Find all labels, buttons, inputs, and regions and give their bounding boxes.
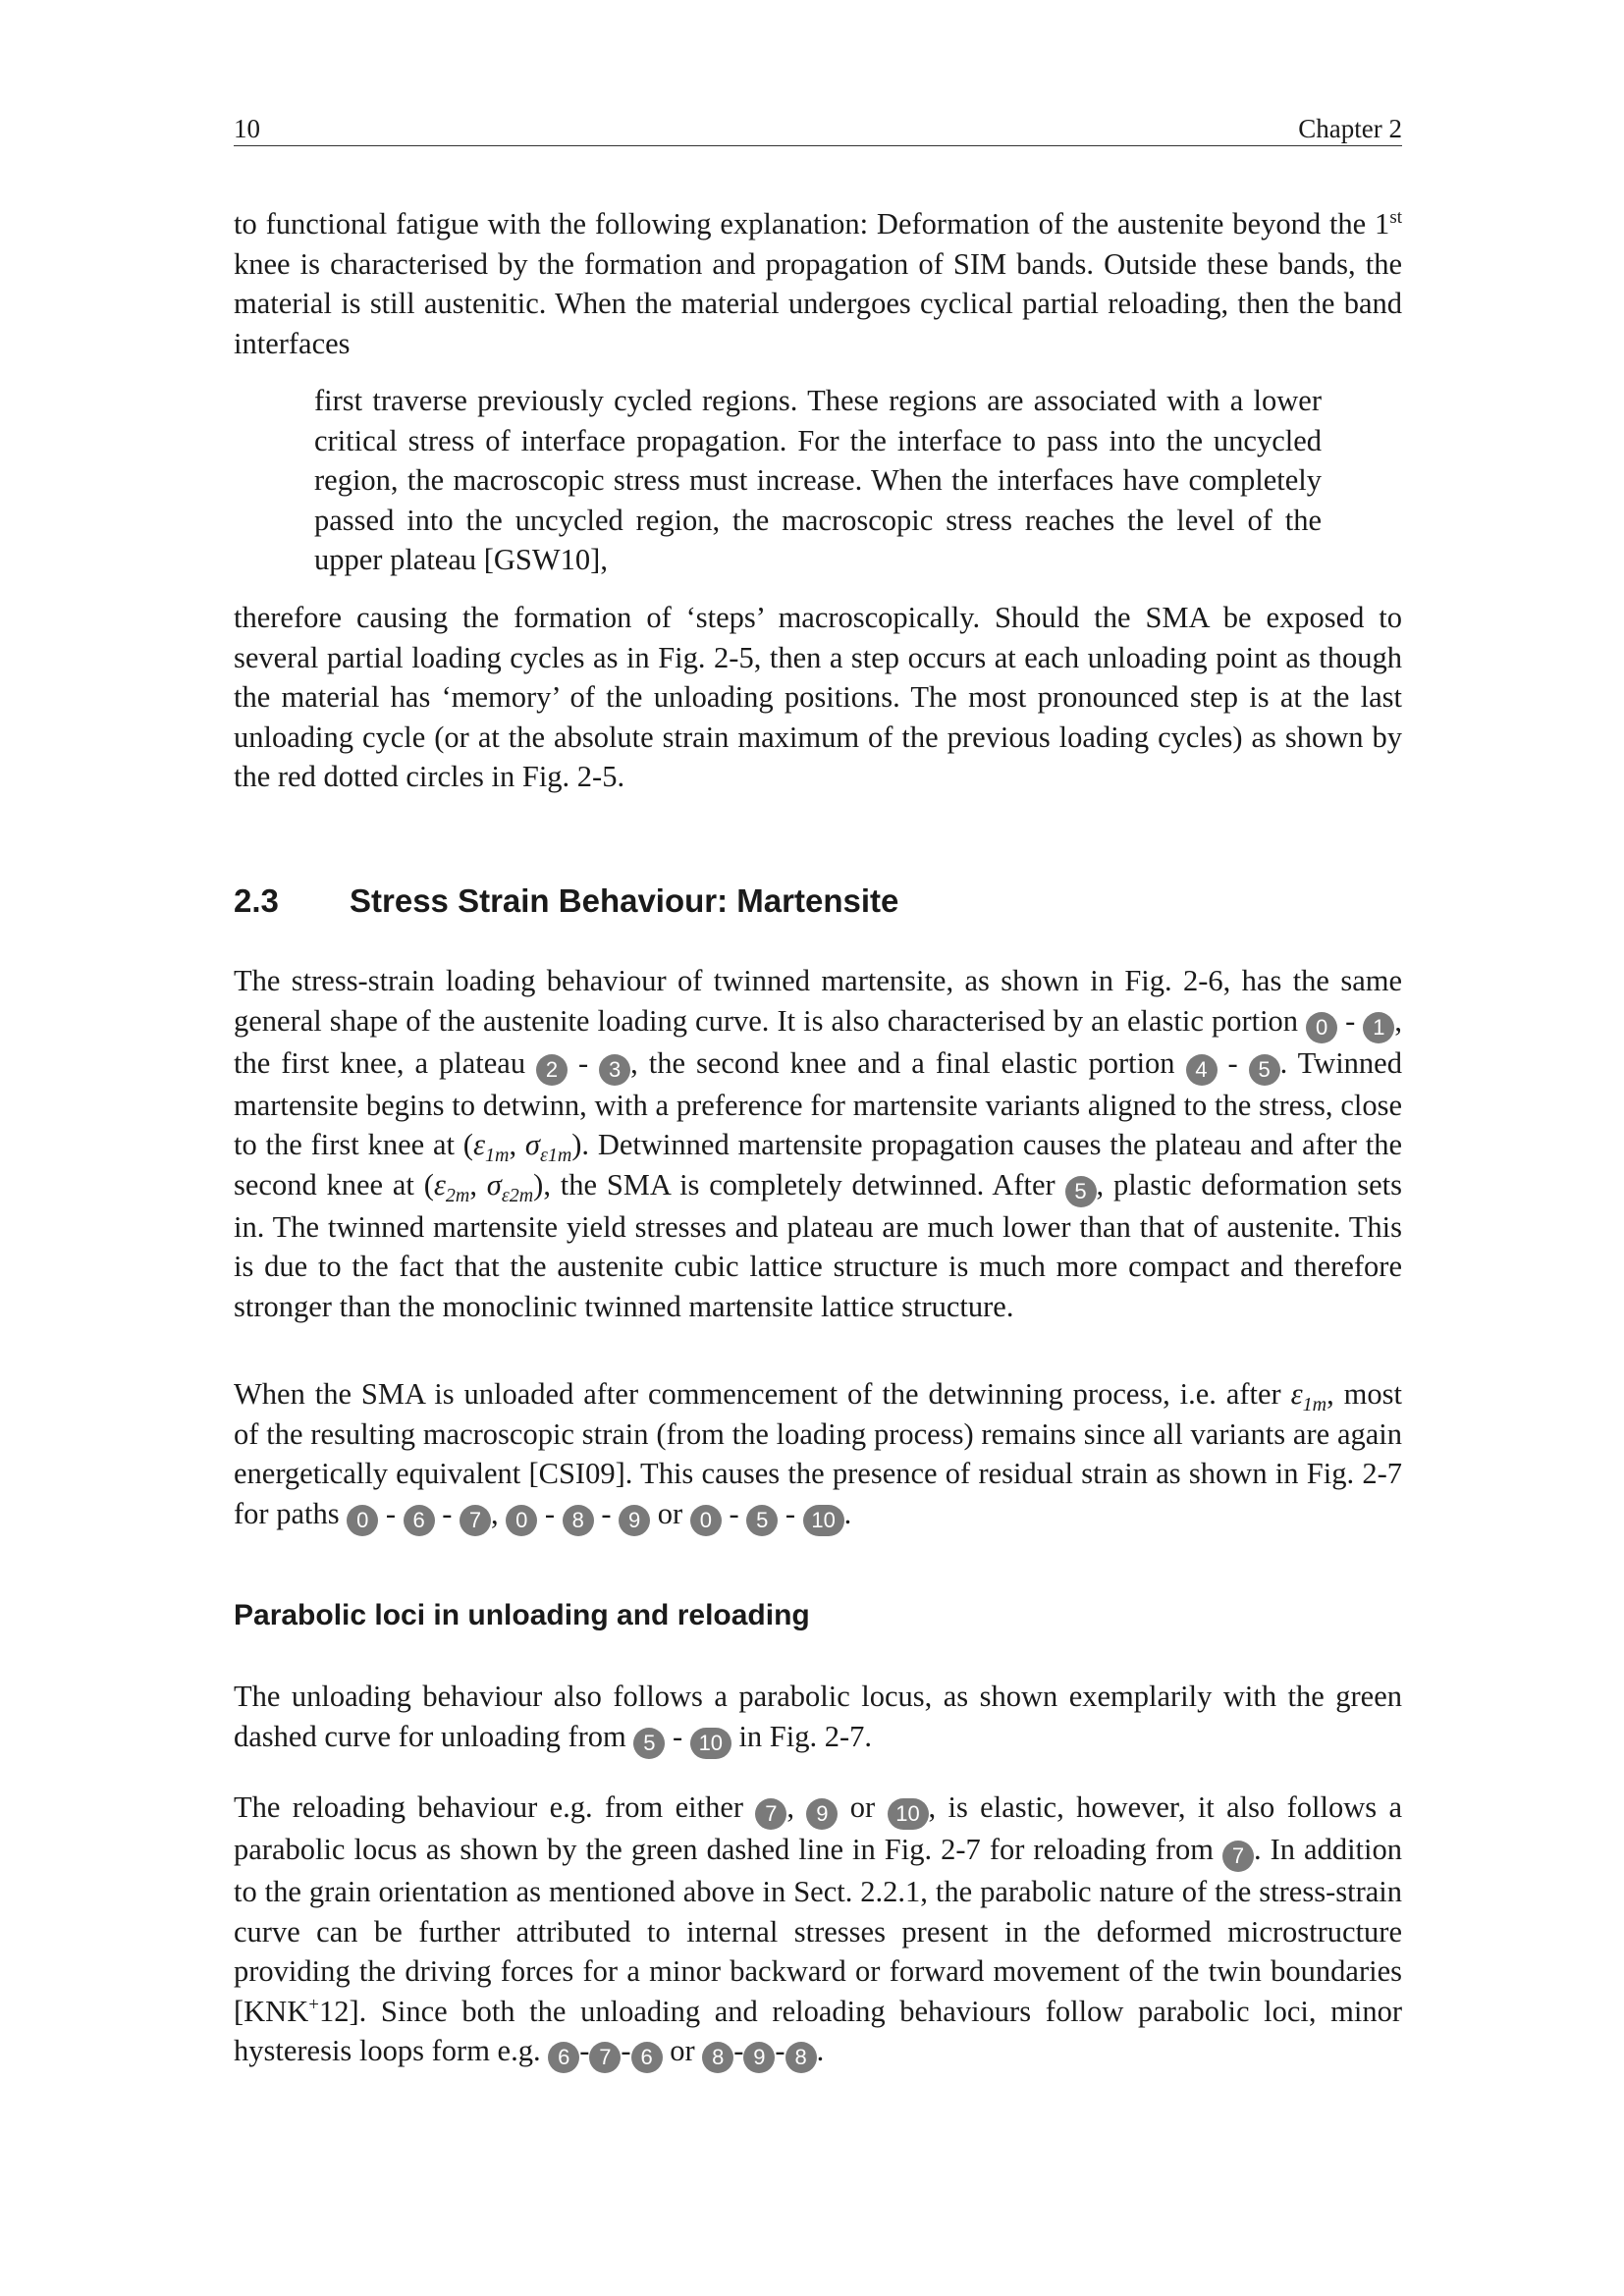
point-marker: 7 [755,1798,786,1830]
text: - [1337,1003,1364,1038]
text: The reloading behaviour e.g. from either [234,1790,756,1824]
point-marker: 6 [631,2042,663,2073]
page-number: 10 [234,114,260,143]
text: in Fig. 2-7. [731,1719,873,1753]
text: , [509,1128,525,1161]
point-marker: 9 [743,2042,775,2073]
text: - [778,1496,803,1530]
point-marker: 0 [347,1505,378,1536]
point-marker: 10 [888,1798,929,1830]
text: . [816,2034,825,2067]
text: . Twinned martensite begins to detwinn, with a preference for martensite variants aligned to the stress, close to the first knee at ( [234,1045,1402,1161]
point-marker: 0 [1306,1012,1337,1043]
text: - [1217,1045,1249,1080]
point-marker: 6 [404,1505,435,1536]
point-marker: 10 [803,1505,844,1536]
running-header [234,112,1402,146]
subscript: ε1m [539,1145,572,1167]
section-number: 2.3 [234,882,279,919]
text: , the first knee, a plateau [234,1003,1402,1080]
text: - [665,1719,690,1753]
section-title: Stress Strain Behaviour: Martensite [350,882,899,919]
text: - [579,2034,590,2067]
text: or [662,2034,703,2067]
text: , [469,1167,487,1201]
text: , plastic deformation sets in. The twinned martensite yield stresses and plateau are much lower than that of austenite. This is due to the fact that the austenite cubic lattice structure is much more compact and therefore stronger than the monoclinic twinned martensite lattice structure. [234,1167,1402,1323]
subscript: 2m [445,1184,470,1206]
text: , most of the resulting macroscopic strain (from the loading process) remains since all variants are again energetically equivalent [CSI09]. This causes the presence of residual strain as shown in Fig. 2-7 for paths [234,1377,1402,1530]
math-sigma: σ [486,1167,502,1201]
text: 12]. Since both the unloading and reloading behaviours follow parabolic loci, minor hysteresis loops form e.g. [234,1994,1402,2067]
text: The stress-strain loading behaviour of twinned martensite, as shown in Fig. 2-6, has the same general shape of the austenite loading curve. It is also characterised by an elastic portion [234,964,1402,1038]
text: , the second knee and a final elastic portion [630,1045,1186,1080]
point-marker: 0 [506,1505,537,1536]
math-epsilon: ε [1290,1377,1303,1411]
chapter-label: Chapter 2 [1298,114,1402,143]
subscript: 1m [1302,1394,1327,1416]
superscript: st [1389,206,1402,228]
point-marker: 5 [1065,1176,1097,1207]
text: . In addition to the grain orientation as mentioned above in Sect. 2.2.1, the parabolic nature of the stress-strain curve can be further attributed to internal stresses present in the deformed microstructure providing the driving forces for a minor backward or forward movement of the twin boundaries [KNK [234,1833,1402,2028]
block-quote: first traverse previously cycled regions. These regions are associated with a lower critical stress of interface propagation. For the interface to pass into the uncycled region, the macroscopic stress must increase. When the interfaces have completely passed into the uncycled region, the macroscopic stress reaches the level of the upper plateau [GSW10], [314,384,1322,576]
point-marker: 9 [806,1798,838,1830]
text: , [786,1790,807,1824]
text: - [621,2034,631,2067]
text: - [537,1496,563,1530]
text: or [650,1496,690,1530]
paragraph-martensite-loading [234,961,1402,1326]
math-epsilon: ε [472,1128,485,1161]
text: - [378,1496,404,1530]
text: When the SMA is unloaded after commencement of the detwinning process, i.e. after [234,1377,1291,1411]
paragraph-steps: therefore causing the formation of ‘steps’ macroscopically. Should the SMA be exposed to several partial loading cycles as in Fig. 2-5, then a step occurs at each unloading point as though the material has ‘memory’ of the unloading positions. The most pronounced step is at the last unloading cycle (or at the absolute strain maximum of the previous loading cycles) as shown by the red dotted circles in Fig. 2-5. [234,601,1402,793]
paragraph-functional-fatigue [234,204,1402,363]
point-marker: 10 [690,1728,731,1759]
text: , is elastic, however, it also follows a parabolic locus as shown by the green dashed line in Fig. 2-7 for reloading from [234,1790,1402,1866]
text: ). Detwinned martensite propagation causes the plateau and after the second knee at ( [234,1128,1403,1201]
point-marker: 7 [460,1505,491,1536]
point-marker: 5 [1249,1054,1280,1086]
point-marker: 2 [536,1054,568,1086]
text: or [838,1790,888,1824]
text: to functional fatigue with the following explanation: Deformation of the austenite beyond the 1 [234,207,1390,240]
text: , [491,1496,507,1530]
point-marker: 8 [785,2042,817,2073]
subscript: ε2m [501,1184,534,1206]
paragraph-reloading-parabolic [234,1788,1402,2073]
point-marker: 6 [548,2042,579,2073]
text: - [733,2034,744,2067]
text: - [568,1045,600,1080]
point-marker: 5 [633,1728,665,1759]
point-marker: 9 [619,1505,650,1536]
point-marker: 4 [1186,1054,1218,1086]
point-marker: 3 [599,1054,630,1086]
text: - [434,1496,460,1530]
text: knee is characterised by the formation and propagation of SIM bands. Outside these bands, the material is still austenitic. When the material undergoes cyclical partial reloading, then the band interfaces [234,246,1402,360]
paragraph-unloading-parabolic [234,1677,1402,1759]
math-sigma: σ [524,1128,540,1161]
point-marker: 1 [1363,1012,1394,1043]
text: - [775,2034,785,2067]
text: ), the SMA is completely detwinned. After [533,1167,1065,1201]
section-heading [234,881,898,921]
point-marker: 0 [690,1505,722,1536]
text: - [593,1496,620,1530]
text: - [721,1496,747,1530]
point-marker: 7 [1222,1841,1254,1872]
text: . [843,1496,852,1530]
point-marker: 7 [589,2042,621,2073]
text: The unloading behaviour also follows a parabolic locus, as shown exemplarily with the green dashed curve for unloading from [234,1680,1402,1753]
point-marker: 8 [563,1505,594,1536]
subsection-heading: Parabolic loci in unloading and reloading [234,1599,810,1631]
superscript: + [308,1994,319,2015]
point-marker: 5 [746,1505,778,1536]
paragraph-unloading-residual [234,1374,1402,1536]
math-epsilon: ε [433,1167,446,1201]
point-marker: 8 [702,2042,733,2073]
subscript: 1m [484,1145,510,1167]
